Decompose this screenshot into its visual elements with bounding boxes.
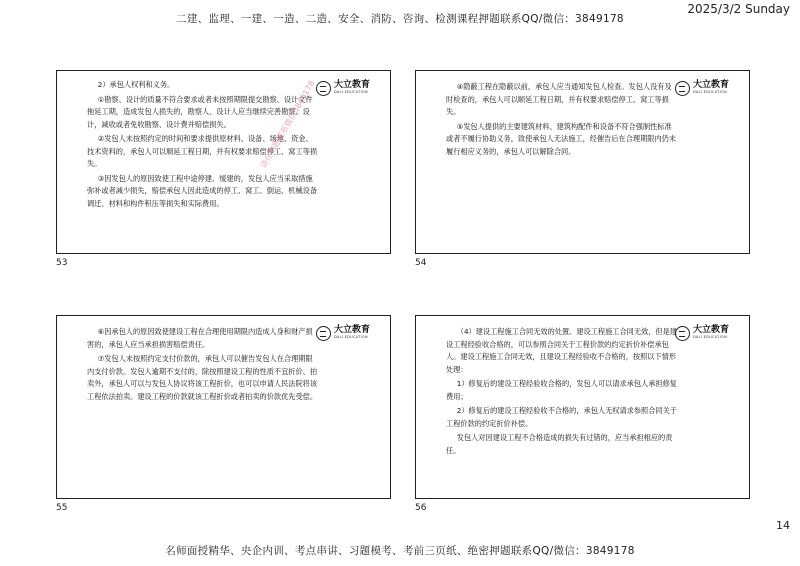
dali-emblem-icon [675,81,690,96]
dali-logo [675,323,735,343]
logo-name-en: DALI EDUCATION [693,90,727,95]
slide-paragraph: 2）修复后的建设工程经验收不合格的，承包人无权请求参照合同关于工程价款的约定折价补偿。 [446,406,677,428]
slide-number: 56 [415,503,427,513]
slide-53 [56,70,391,254]
slide-54 [415,70,750,254]
slide-paragraph: 2）承包人权利和义务。 [97,80,175,89]
slide-paragraph: ⑤发包人提供的主要建筑材料、建筑构配件和设备不符合强制性标准或者不履行协助义务，致使承包人无法施工，经催告后在合理期限内仍未履行相应义务的，承包人可以解除合同。 [446,121,677,156]
slide-number: 54 [415,258,427,268]
logo-name-en: DALI EDUCATION [334,335,368,340]
logo-name-en: DALI EDUCATION [693,335,727,340]
slide-paragraph: ⑦发包人未按照约定支付价款的，承包人可以催告发包人在合理期限内支付价款。发包人逾期不支付的，除按照建设工程的性质不宜折价、拍卖外，承包人可以与发包人协议将该工程折价，也可以申请人民法院将该工程依法拍卖。建设工程的价款就该工程折价或者拍卖的价款优先受偿。 [87,354,318,401]
slide-paragraph: （4）建设工程施工合同无效的处置。建设工程施工合同无效，但是建设工程经验收合格的，可以参照合同关于工程价款的约定折价补偿承包人。建设工程施工合同无效，且建设工程经验收不合格的，按照以下情形处理： [446,327,677,374]
page-footer: 名师面授精华、央企内训、考点串讲、习题模考、考前三页纸、绝密押题联系QQ/微信：3849178 [165,545,635,557]
logo-name-cn: 大立教育 [693,325,730,336]
watermark: 请在押题联系微信3849178 [258,79,317,170]
dali-emblem-icon [675,326,690,341]
date-label: 2025/3/2 Sunday [687,2,790,16]
logo-name-cn: 大立教育 [334,325,371,336]
logo-name-cn: 大立教育 [693,80,730,91]
slide-paragraph: 1）修复后的建设工程经验收合格的，发包人可以请求承包人承担修复费用； [446,379,677,401]
slide-content [446,326,678,459]
slide-content [87,326,319,405]
dali-logo [675,78,735,98]
slide-number: 55 [56,503,68,513]
slide-55 [56,315,391,499]
sheet-number: 14 [776,519,790,532]
slide-paragraph: ①勘察、设计的质量不符合要求或者未按照期限提交勘察、设计文件拖延工期，造成发包人损失的，勘察人、设计人应当继续完善勘察、设计，减收或者免收勘察、设计费并赔偿损失。 [87,94,313,129]
dali-logo [316,323,376,343]
page-header: 二建、监理、一建、一造、二造、安全、消防、咨询、检测课程押题联系QQ/微信：3849178 [176,13,624,25]
slide-paragraph: ③因发包人的原因致使工程中途停建、缓建的，发包人应当采取措施弥补或者减少损失，赔偿承包人因此造成的停工、窝工、倒运、机械设备调迁、材料和构件积压等损失和实际费用。 [87,173,318,208]
slide-56 [415,315,750,499]
dali-emblem-icon [316,326,331,341]
slide-number: 53 [56,258,68,268]
logo-name-cn: 大立教育 [334,80,371,91]
logo-name-en: DALI EDUCATION [334,90,368,95]
slide-paragraph: ④隐蔽工程在隐蔽以前，承包人应当通知发包人检查。发包人没有及时检查的，承包人可以顺延工程日期，并有权要求赔偿停工、窝工等损失。 [446,82,672,116]
slide-paragraph: ⑥因承包人的原因致使建设工程在合理使用期限内造成人身和财产损害的，承包人应当承担损害赔偿责任。 [87,327,313,349]
slide-content [446,81,678,160]
dali-logo [316,78,376,98]
slide-paragraph: 发包人对因建设工程不合格造成的损失有过错的，应当承担相应的责任。 [446,433,673,455]
slide-paragraph: ②发包人未按照约定的时间和要求提供原材料、设备、场地、资金、技术资料的，承包人可以顺延工程日期，并有权要求赔偿停工、窝工等损失。 [87,134,318,168]
dali-emblem-icon [316,81,331,96]
slide-content [87,79,319,212]
